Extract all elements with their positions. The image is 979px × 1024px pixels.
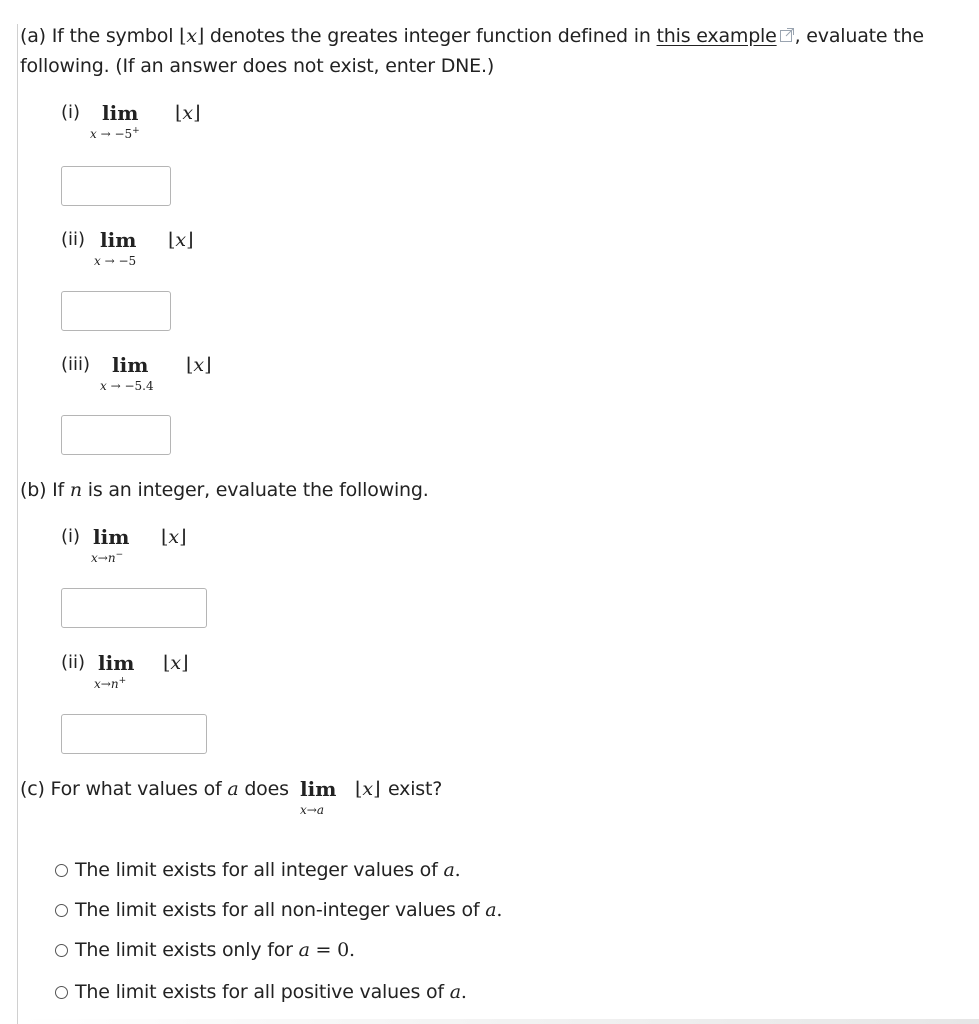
lim-subscript: x→a [300,803,324,817]
option-label: The limit exists for all non-integer values of a. [75,899,503,921]
part-c-question-after: exist? [388,778,443,800]
lim-operator: lim [300,777,337,801]
part-a-intro-before: (a) If the symbol [20,25,180,47]
part-a-i-floor-expr: ⌊x⌋ [175,102,201,124]
lim-operator: lim [98,651,135,675]
left-border [17,24,18,1024]
option-label: The limit exists for all integer values of a. [75,859,461,881]
part-c-question-before: (c) For what values of a does [20,778,289,800]
part-a-i-label: (i) [61,102,81,123]
part-b-ii-label: (ii) [61,652,86,673]
part-a-ii-label: (ii) [61,229,86,250]
external-link-icon[interactable] [779,27,795,43]
option-only-zero[interactable] [55,935,355,965]
example-link[interactable]: this example [656,25,777,47]
part-a-intro-mid: denotes the greates integer function defined in [204,25,657,47]
part-a-intro-line1 [20,21,924,51]
part-a-ii-floor-expr: ⌊x⌋ [168,229,194,251]
part-a-ii-answer-input[interactable] [61,291,171,331]
option-positive-values[interactable] [55,977,467,1007]
part-a-iii-answer-input[interactable] [61,415,171,455]
option-non-integer-values[interactable] [55,895,502,925]
part-a-intro-after: , evaluate the [794,25,924,47]
radio-button[interactable] [55,864,68,877]
lim-operator: lim [112,353,149,377]
option-label: The limit exists for all positive values of a. [75,981,467,1003]
part-b-i-label: (i) [61,526,81,547]
part-a-iii-label: (iii) [61,354,91,375]
lim-subscript: x → −5+ [90,126,140,141]
option-integer-values[interactable] [55,855,460,885]
radio-button[interactable] [55,986,68,999]
lim-operator: lim [100,228,137,252]
part-b-i-floor-expr: ⌊x⌋ [161,526,187,548]
part-b-ii-answer-input[interactable] [61,714,207,754]
part-b-intro: (b) If n is an integer, evaluate the following. [20,479,429,501]
lim-subscript: x→n+ [94,676,127,691]
part-a-iii-floor-expr: ⌊x⌋ [186,354,212,376]
bottom-shadow [18,1019,979,1024]
floor-symbol: ⌊x⌋ [179,25,205,47]
radio-button[interactable] [55,944,68,957]
part-a-intro-line2: following. (If an answer does not exist, enter DNE.) [20,55,495,77]
lim-subscript: x→n− [91,550,124,565]
part-b-i-answer-input[interactable] [61,588,207,628]
radio-button[interactable] [55,904,68,917]
part-c-floor-expr: ⌊x⌋ [355,778,381,800]
lim-subscript: x → −5.4 [100,379,154,393]
part-b-ii-floor-expr: ⌊x⌋ [163,652,189,674]
option-label: The limit exists only for a = 0. [75,939,355,961]
lim-operator: lim [93,525,130,549]
lim-operator: lim [102,101,139,125]
part-a-i-answer-input[interactable] [61,166,171,206]
lim-subscript: x → −5 [94,254,137,268]
